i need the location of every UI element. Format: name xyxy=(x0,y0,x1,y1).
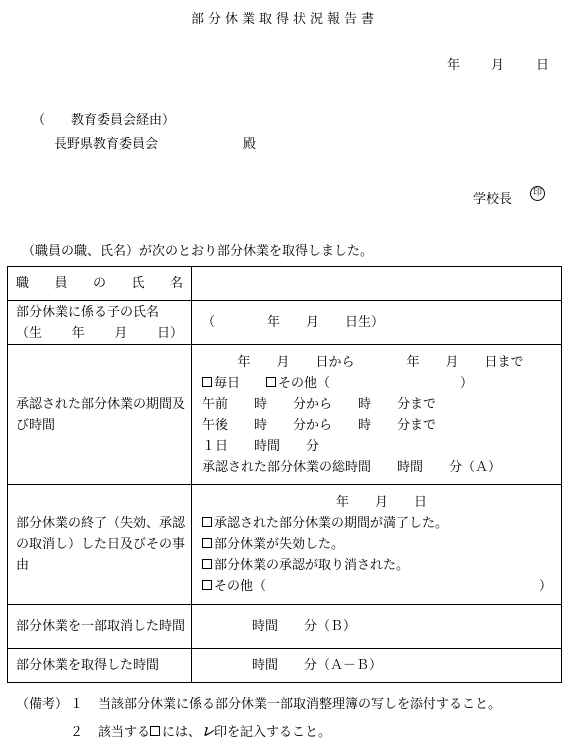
daily-hours: １日 時間 分 xyxy=(202,438,320,454)
child-label-line2 xyxy=(16,323,191,344)
end-option xyxy=(202,534,561,555)
afternoon-time: 午後 時 分から 時 分まで xyxy=(202,417,437,433)
report-form-table xyxy=(7,266,562,683)
label-char: 月 xyxy=(114,325,128,341)
staff-name-field[interactable] xyxy=(192,267,562,301)
option-label: 部分休業の承認が取り消された。 xyxy=(214,558,410,573)
notes-label: （備考） xyxy=(16,697,69,712)
daily-label: 毎日 xyxy=(214,375,267,391)
label-char: （生 xyxy=(16,325,43,341)
checkbox-lapsed[interactable] xyxy=(202,538,212,548)
label-char: 日） xyxy=(156,325,183,341)
date-day: 日 xyxy=(536,58,550,73)
partial-cancel-field[interactable]: 時間 分（Ｂ） xyxy=(192,605,562,649)
note-1-text: 当該部分休業に係る部分休業一部取消整理簿の写しを添付すること。 xyxy=(98,697,502,712)
label-char: 名 xyxy=(169,276,183,291)
table-row xyxy=(8,301,562,345)
period-field[interactable] xyxy=(192,345,562,485)
option-label: その他（ ） xyxy=(214,579,553,594)
table-row xyxy=(8,267,562,301)
label-char: 員 xyxy=(54,276,68,291)
label-char: の xyxy=(92,276,106,291)
child-birthdate-field[interactable]: （ 年 月 日生） xyxy=(192,301,562,345)
table-row xyxy=(8,649,562,683)
period-label: 承認された部分休業の期間及び時間 xyxy=(8,345,192,485)
morning-time: 午前 時 分から 時 分まで xyxy=(202,396,437,412)
intro-text: （職員の職、氏名）が次のとおり部分休業を取得しました。 xyxy=(22,244,374,259)
via-board: （ 教育委員会経由） xyxy=(32,113,176,128)
taken-field[interactable]: 時間 分（Ａ－Ｂ） xyxy=(192,649,562,683)
label-char: 氏 xyxy=(131,276,145,291)
checkbox-end-other[interactable] xyxy=(202,580,212,590)
checkbox-revoked[interactable] xyxy=(202,559,212,569)
seal-mark: 印 xyxy=(530,186,545,201)
checkbox-other[interactable] xyxy=(266,377,276,387)
note-1-number: １ xyxy=(70,697,84,712)
child-label-line1: 部分休業に係る子の氏名 xyxy=(16,304,160,320)
date-year: 年 xyxy=(447,58,461,73)
partial-cancel-label: 部分休業を一部取消した時間 xyxy=(8,605,192,649)
staff-name-label xyxy=(8,267,192,301)
end-label: 部分休業の終了（失効、承認の取消し）した日及びその事由 xyxy=(8,485,192,605)
period-frequency xyxy=(202,373,561,394)
note-2-part-c: 印を記入すること。 xyxy=(214,725,332,740)
taken-label: 部分休業を取得した時間 xyxy=(8,649,192,683)
check-mark-icon: レ xyxy=(201,725,215,740)
checkbox-symbol xyxy=(150,726,160,736)
note-2-text xyxy=(98,721,331,740)
addressee: 長野県教育委員会 xyxy=(54,137,159,152)
label-char: 職 xyxy=(16,276,30,291)
checkbox-expired[interactable] xyxy=(202,517,212,527)
date-month: 月 xyxy=(491,58,505,73)
page-title: 部分休業取得状況報告書 xyxy=(190,12,378,27)
end-option xyxy=(202,513,561,534)
table-row xyxy=(8,605,562,649)
end-date: 年 月 日 xyxy=(335,495,427,510)
end-option xyxy=(202,555,561,576)
note-2-number: ２ xyxy=(70,725,84,740)
note-2-part-b: には、 xyxy=(162,725,202,740)
other-label: その他（ ） xyxy=(278,375,474,391)
label-char: 年 xyxy=(71,325,85,341)
total-hours-a: 承認された部分休業の総時間 時間 分（Ａ） xyxy=(202,459,502,475)
honorific: 殿 xyxy=(243,137,257,152)
table-row xyxy=(8,345,562,485)
option-label: 承認された部分休業の期間が満了した。 xyxy=(214,516,449,531)
option-label: 部分休業が失効した。 xyxy=(214,537,345,552)
principal-title: 学校長 xyxy=(473,192,513,207)
note-2-part-a: 該当する xyxy=(98,725,151,740)
end-option xyxy=(202,576,561,597)
period-date-range: 年 月 日から 年 月 日まで xyxy=(237,354,524,370)
table-row xyxy=(8,485,562,605)
checkbox-daily[interactable] xyxy=(202,377,212,387)
child-label xyxy=(8,301,192,345)
end-field[interactable] xyxy=(192,485,562,605)
